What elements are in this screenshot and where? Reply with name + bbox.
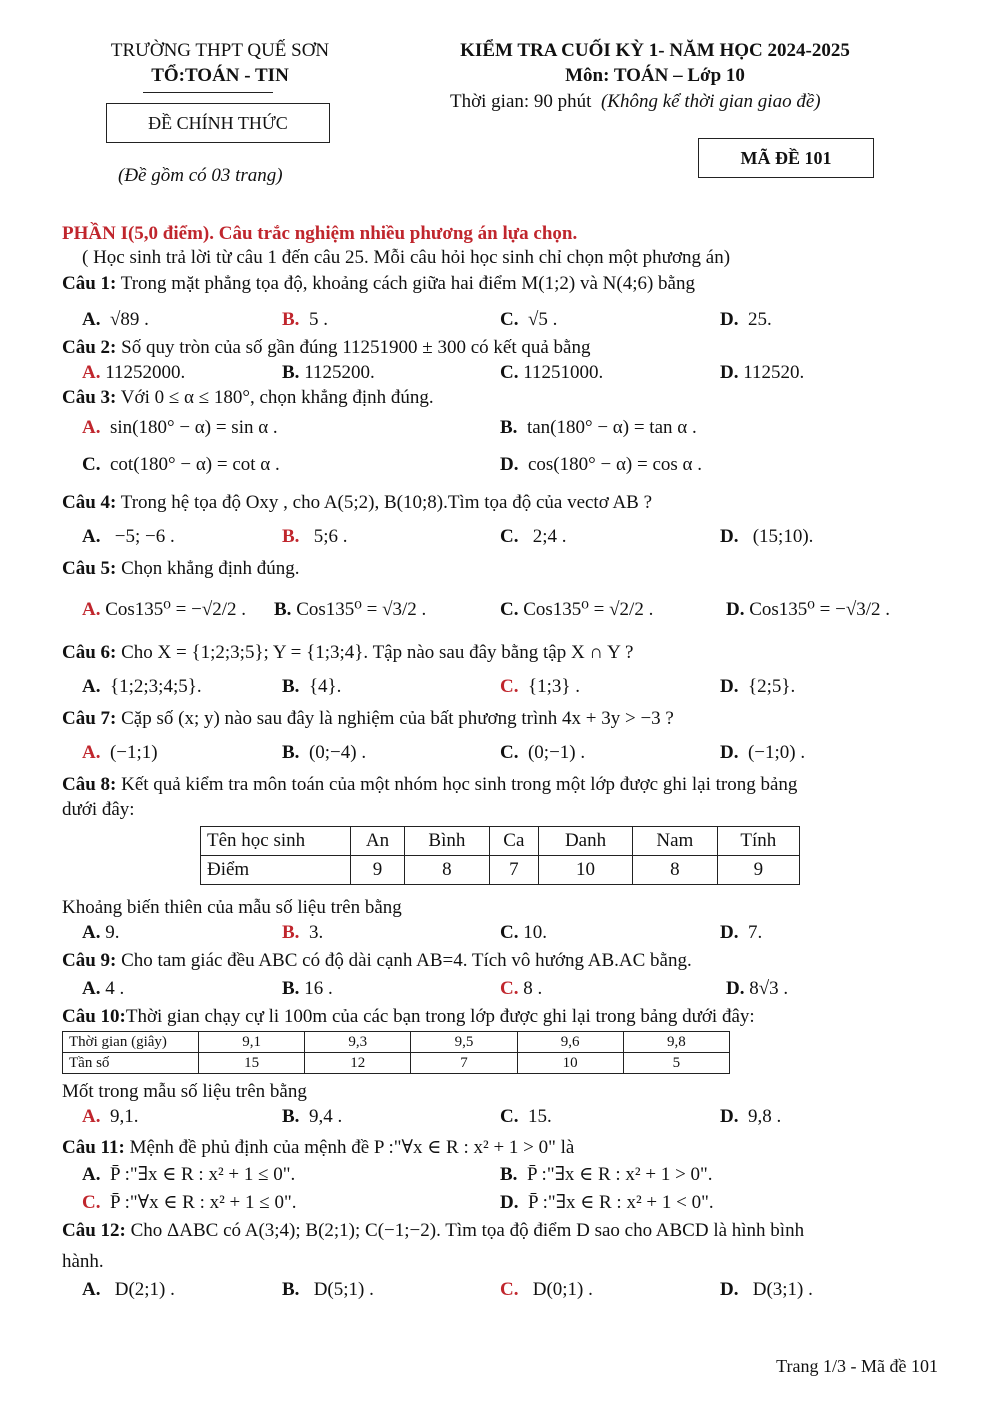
- option-b[interactable]: B. 16 .: [282, 978, 333, 999]
- pages-note: (Đề gồm có 03 trang): [118, 165, 283, 186]
- option-a[interactable]: A. −5; −6 .: [82, 526, 175, 547]
- question-label: Câu 1:: [62, 273, 117, 294]
- question-1: [62, 272, 695, 296]
- option-d[interactable]: D. {2;5}.: [720, 676, 796, 697]
- score-table: [200, 826, 800, 885]
- option-a[interactable]: A. 9,1.: [82, 1106, 139, 1127]
- option-b[interactable]: B. 1125200.: [282, 362, 375, 383]
- time-info: [450, 91, 821, 113]
- question-5: Câu 5: Chọn khẳng định đúng.: [62, 558, 300, 579]
- table-row: Tần số 15 12 7 10 5: [63, 1053, 730, 1074]
- option-a[interactable]: A. D(2;1) .: [82, 1279, 175, 1300]
- option-a[interactable]: A. √89 .: [82, 309, 149, 330]
- department: TỔ:TOÁN - TIN: [151, 65, 289, 86]
- question-2: Câu 2: Số quy tròn của số gần đúng 11251900 ± 300 có kết quả bằng: [62, 337, 591, 358]
- table-row: Tên học sinh An Bình Ca Danh Nam Tính: [201, 827, 800, 856]
- option-a[interactable]: A. 11252000.: [82, 362, 186, 383]
- option-a[interactable]: A. P̄ :"∃x ∈ R : x² + 1 ≤ 0".: [82, 1164, 296, 1185]
- question-4: Câu 4: Trong hệ tọa độ Oxy , cho A(5;2), B(10;8).Tìm tọa độ của vectơ AB ?: [62, 492, 653, 513]
- option-d[interactable]: D. cos(180° − α) = cos α .: [500, 454, 702, 475]
- option-d[interactable]: D. 9,8 .: [720, 1106, 782, 1127]
- option-c[interactable]: C. (0;−1) .: [500, 742, 586, 763]
- option-c[interactable]: C. √5 .: [500, 309, 558, 330]
- option-a[interactable]: A. (−1;1): [82, 742, 158, 763]
- option-d[interactable]: D. 112520.: [720, 362, 805, 383]
- option-c[interactable]: C. 8 .: [500, 978, 543, 999]
- option-c[interactable]: C. cot(180° − α) = cot α .: [82, 454, 280, 475]
- option-d[interactable]: D. D(3;1) .: [720, 1279, 813, 1300]
- option-c[interactable]: C. 15.: [500, 1106, 552, 1127]
- option-c[interactable]: C. 2;4 .: [500, 526, 567, 547]
- option-c[interactable]: C. Cos135⁰ = √2/2 .: [500, 599, 654, 620]
- option-b[interactable]: B. tan(180° − α) = tan α .: [500, 417, 697, 438]
- table-row: Thời gian (giây) 9,1 9,3 9,5 9,6 9,8: [63, 1032, 730, 1053]
- option-b[interactable]: B. Cos135⁰ = √3/2 .: [274, 599, 427, 620]
- option-d[interactable]: D. P̄ :"∃x ∈ R : x² + 1 < 0".: [500, 1192, 714, 1213]
- time-table: [62, 1031, 730, 1074]
- part1-instruction: ( Học sinh trả lời từ câu 1 đến câu 25. Mỗi câu hỏi học sinh chỉ chọn một phương án): [82, 247, 731, 268]
- option-c[interactable]: C. P̄ :"∀x ∈ R : x² + 1 ≤ 0".: [82, 1192, 297, 1213]
- school-name: TRƯỜNG THPT QUẾ SƠN: [110, 40, 330, 61]
- exam-title: KIỂM TRA CUỐI KỲ 1- NĂM HỌC 2024-2025: [460, 40, 850, 61]
- option-b[interactable]: B. 5;6 .: [282, 526, 348, 547]
- option-b[interactable]: B. 5 .: [282, 309, 328, 330]
- option-a[interactable]: A. 4 .: [82, 978, 125, 999]
- option-b[interactable]: B. {4}.: [282, 676, 342, 697]
- option-c[interactable]: C. D(0;1) .: [500, 1279, 593, 1300]
- official-label: ĐỀ CHÍNH THỨC: [148, 112, 288, 133]
- option-b[interactable]: B. P̄ :"∃x ∈ R : x² + 1 > 0".: [500, 1164, 713, 1185]
- option-d[interactable]: D. 7.: [720, 922, 763, 943]
- question-8-after: Khoảng biến thiên của mẫu số liệu trên bằng: [62, 897, 402, 918]
- table-row: Điểm 9 8 7 10 8 9: [201, 856, 800, 885]
- option-a[interactable]: A. 9.: [82, 922, 120, 943]
- question-9: Câu 9: Cho tam giác đều ABC có độ dài cạnh AB=4. Tích vô hướng AB.AC bằng.: [62, 950, 692, 971]
- question-6: Câu 6: Cho X = {1;2;3;5}; Y = {1;3;4}. Tập nào sau đây bằng tập X ∩ Y ?: [62, 642, 634, 663]
- option-d[interactable]: D. Cos135⁰ = −√3/2 .: [726, 599, 891, 620]
- option-a[interactable]: A. Cos135⁰ = −√2/2 .: [82, 599, 247, 620]
- option-d[interactable]: D. (15;10).: [720, 526, 814, 547]
- option-c[interactable]: C. 10.: [500, 922, 547, 943]
- question-10: Câu 10:Thời gian chạy cự li 100m của các bạn trong lớp được ghi lại trong bảng dưới đây:: [62, 1006, 755, 1027]
- option-c[interactable]: C. {1;3} .: [500, 676, 581, 697]
- option-b[interactable]: B. 3.: [282, 922, 324, 943]
- question-11: Câu 11: Mệnh đề phủ định của mệnh đề P :"∀x ∈ R : x² + 1 > 0" là: [62, 1137, 575, 1158]
- option-a[interactable]: A. sin(180° − α) = sin α .: [82, 417, 278, 438]
- exam-code: MÃ ĐỀ 101: [740, 147, 832, 168]
- time-prefix: Thời gian: 90 phút: [450, 91, 592, 112]
- exam-code-box: [698, 138, 874, 178]
- option-d[interactable]: D. 25.: [720, 309, 772, 330]
- question-10-after: Mốt trong mẫu số liệu trên bằng: [62, 1081, 307, 1102]
- question-7: Câu 7: Cặp số (x; y) nào sau đây là nghiệm của bất phương trình 4x + 3y > −3 ?: [62, 708, 674, 729]
- time-note: (Không kể thời gian giao đề): [600, 91, 821, 112]
- option-d[interactable]: D. (−1;0) .: [720, 742, 806, 763]
- page-footer: Trang 1/3 - Mã đề 101: [776, 1356, 938, 1376]
- option-b[interactable]: B. (0;−4) .: [282, 742, 367, 763]
- question-text: Trong mặt phẳng tọa độ, khoảng cách giữa hai điểm M(1;2) và N(4;6) bằng: [120, 273, 695, 294]
- option-a[interactable]: A. {1;2;3;4;5}.: [82, 676, 202, 697]
- official-box: [106, 103, 330, 143]
- question-8: Câu 8: Kết quả kiểm tra môn toán của một nhóm học sinh trong một lớp được ghi lại trong bảng: [62, 774, 798, 795]
- option-c[interactable]: C. 11251000.: [500, 362, 604, 383]
- question-8-cont: dưới đây:: [62, 799, 135, 820]
- option-d[interactable]: D. 8√3 .: [726, 978, 789, 999]
- option-b[interactable]: B. D(5;1) .: [282, 1279, 374, 1300]
- question-12: Câu 12: Cho ΔABC có A(3;4); B(2;1); C(−1;−2). Tìm tọa độ điểm D sao cho ABCD là hình bình: [62, 1220, 805, 1241]
- question-3: Câu 3: Với 0 ≤ α ≤ 180°, chọn khẳng định đúng.: [62, 387, 434, 408]
- part1-title: PHẦN I(5,0 điểm). Câu trắc nghiệm nhiều phương án lựa chọn.: [62, 223, 578, 244]
- question-12-cont: hành.: [62, 1251, 104, 1272]
- header-underline: [143, 92, 273, 93]
- option-b[interactable]: B. 9,4 .: [282, 1106, 343, 1127]
- subject: Môn: TOÁN – Lớp 10: [565, 65, 745, 86]
